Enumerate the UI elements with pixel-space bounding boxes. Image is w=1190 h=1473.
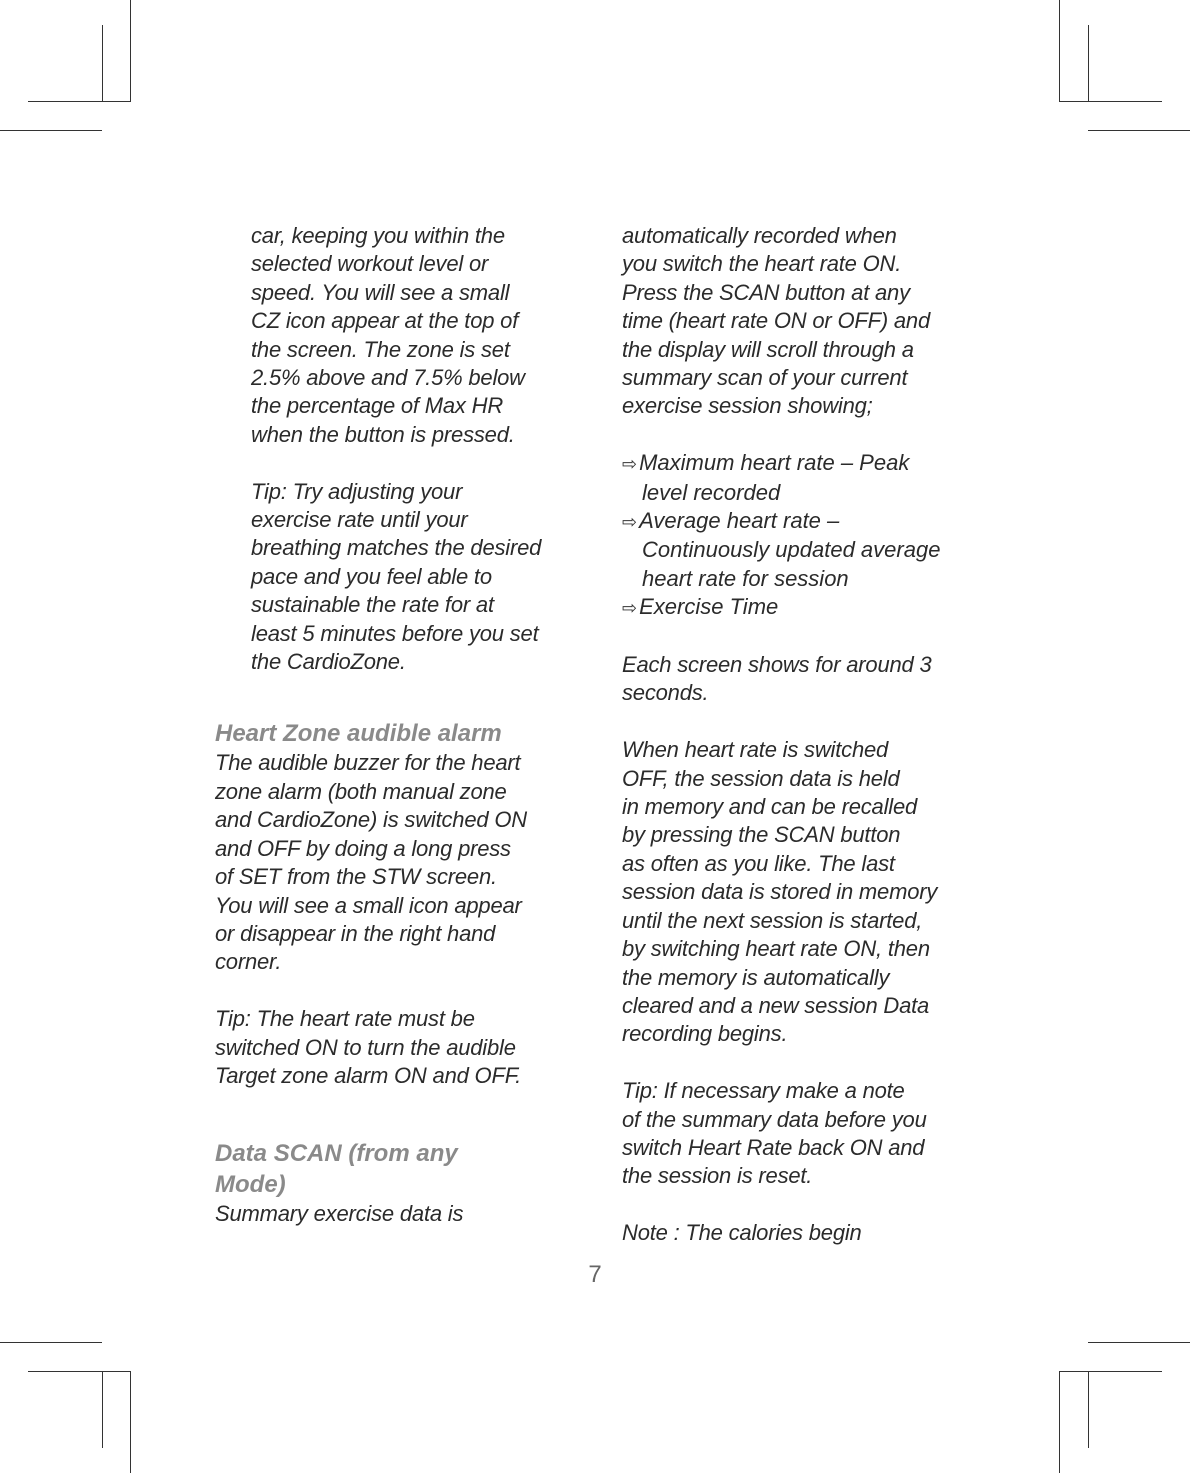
page-number: 7 xyxy=(588,1261,602,1288)
spacer xyxy=(215,676,575,718)
text-line: speed. You will see a small xyxy=(251,279,510,305)
text-line: when the button is pressed. xyxy=(251,421,515,447)
crop-mark xyxy=(1059,101,1162,102)
text-line: corner. xyxy=(215,949,282,975)
text-line: by switching heart rate ON, then xyxy=(622,936,930,962)
text-line: least 5 minutes before you set xyxy=(251,620,539,646)
list-item xyxy=(622,507,982,536)
crop-mark xyxy=(1059,1371,1060,1473)
crop-mark xyxy=(1088,25,1089,102)
text-line: the session is reset. xyxy=(622,1163,813,1189)
spacer xyxy=(622,623,982,651)
text-line: seconds. xyxy=(622,680,709,706)
text-line: the CardioZone. xyxy=(251,649,406,675)
text-line: of SET from the STW screen. xyxy=(215,864,497,890)
text-line: the percentage of Max HR xyxy=(251,393,504,419)
text-line: the display will scroll through a xyxy=(622,336,914,362)
crop-mark xyxy=(28,1371,131,1372)
text-line: breathing matches the desired xyxy=(251,535,542,561)
crop-mark xyxy=(102,1371,103,1448)
spacer xyxy=(215,1090,575,1138)
text-line: or disappear in the right hand xyxy=(215,920,496,946)
list-item-text: Continuously updated average xyxy=(642,537,941,563)
text-line: by pressing the SCAN button xyxy=(622,822,901,848)
text-line: until the next session is started, xyxy=(622,907,923,933)
crop-mark xyxy=(1059,0,1060,102)
crop-mark xyxy=(102,25,103,102)
text-line: recording begins. xyxy=(622,1021,788,1047)
text-line: as often as you like. The last xyxy=(622,850,895,876)
spacer xyxy=(215,449,575,477)
list-item-text: Average heart rate – xyxy=(639,508,840,534)
text-line: CZ icon appear at the top of xyxy=(251,308,519,334)
section-heading: Mode) xyxy=(215,1171,286,1199)
text-line: Each screen shows for around 3 xyxy=(622,652,932,678)
memory-paragraph xyxy=(622,736,982,1048)
text-line: the memory is automatically xyxy=(622,964,890,990)
list-item-text: level recorded xyxy=(642,479,781,505)
text-line: you switch the heart rate ON. xyxy=(622,251,902,277)
tip-paragraph xyxy=(622,1077,982,1191)
screen-paragraph xyxy=(622,651,982,708)
text-line: in memory and can be recalled xyxy=(622,794,918,820)
text-line: Tip: If necessary make a note xyxy=(622,1078,905,1104)
crop-mark xyxy=(1088,130,1190,131)
right-arrow-icon: ⇨ xyxy=(622,454,638,475)
text-line: time (heart rate ON or OFF) and xyxy=(622,308,930,334)
text-line: OFF, the session data is held xyxy=(622,765,900,791)
crop-mark xyxy=(130,1371,131,1473)
list-item xyxy=(622,449,982,478)
text-line: car, keeping you within the xyxy=(251,223,505,248)
left-column xyxy=(215,222,575,1229)
text-line: exercise rate until your xyxy=(251,507,468,533)
text-line: exercise session showing; xyxy=(622,393,873,419)
list-item-text: Maximum heart rate – Peak xyxy=(639,450,910,476)
list-item-text: heart rate for session xyxy=(642,565,849,591)
right-column xyxy=(622,222,982,1248)
crop-mark xyxy=(1088,1371,1089,1448)
text-line: cleared and a new session Data xyxy=(622,992,930,1018)
list-item-text: Exercise Time xyxy=(639,594,779,620)
crop-mark xyxy=(130,0,131,102)
crop-mark xyxy=(1059,1371,1162,1372)
text-line: Tip: Try adjusting your xyxy=(251,478,463,504)
crop-mark xyxy=(0,1342,102,1343)
text-line: sustainable the rate for at xyxy=(251,592,494,618)
text-line: You will see a small icon appear xyxy=(215,892,522,918)
text-line: zone alarm (both manual zone xyxy=(215,778,507,804)
text-line: session data is stored in memory xyxy=(622,879,938,905)
text-line: and OFF by doing a long press xyxy=(215,835,511,861)
spacer xyxy=(215,977,575,1005)
text-line: Press the SCAN button at any xyxy=(622,279,910,305)
text-line: Note : The calories begin xyxy=(622,1220,862,1246)
text-line: automatically recorded when xyxy=(622,223,897,248)
spacer xyxy=(622,1191,982,1219)
text-line: and CardioZone) is switched ON xyxy=(215,807,527,833)
crop-mark xyxy=(28,101,131,102)
text-line: The audible buzzer for the heart xyxy=(215,750,521,776)
intro-paragraph xyxy=(215,222,575,449)
text-line: pace and you feel able to xyxy=(251,563,492,589)
text-line: When heart rate is switched xyxy=(622,737,889,763)
text-line: selected workout level or xyxy=(251,251,489,277)
spacer xyxy=(622,708,982,736)
tip-paragraph xyxy=(215,1005,575,1090)
right-arrow-icon: ⇨ xyxy=(622,512,638,533)
text-line: 2.5% above and 7.5% below xyxy=(251,365,525,391)
tip-paragraph xyxy=(215,478,575,677)
text-line: Summary exercise data is xyxy=(215,1201,464,1227)
bullet-list xyxy=(622,449,982,622)
text-line: Tip: The heart rate must be xyxy=(215,1006,475,1032)
text-line: switched ON to turn the audible xyxy=(215,1034,516,1060)
alarm-paragraph xyxy=(215,749,575,976)
intro-paragraph xyxy=(622,222,982,421)
spacer xyxy=(622,1049,982,1077)
text-line: of the summary data before you xyxy=(622,1106,927,1132)
crop-mark xyxy=(0,130,102,131)
text-line: Target zone alarm ON and OFF. xyxy=(215,1062,522,1088)
text-line: summary scan of your current xyxy=(622,365,908,391)
right-arrow-icon: ⇨ xyxy=(622,598,638,619)
text-line: the screen. The zone is set xyxy=(251,336,510,362)
note-paragraph xyxy=(622,1219,982,1247)
crop-mark xyxy=(1088,1342,1190,1343)
section-heading: Heart Zone audible alarm xyxy=(215,720,502,748)
list-item xyxy=(622,593,982,622)
section-heading: Data SCAN (from any xyxy=(215,1140,458,1168)
text-line: switch Heart Rate back ON and xyxy=(622,1134,925,1160)
spacer xyxy=(622,421,982,449)
